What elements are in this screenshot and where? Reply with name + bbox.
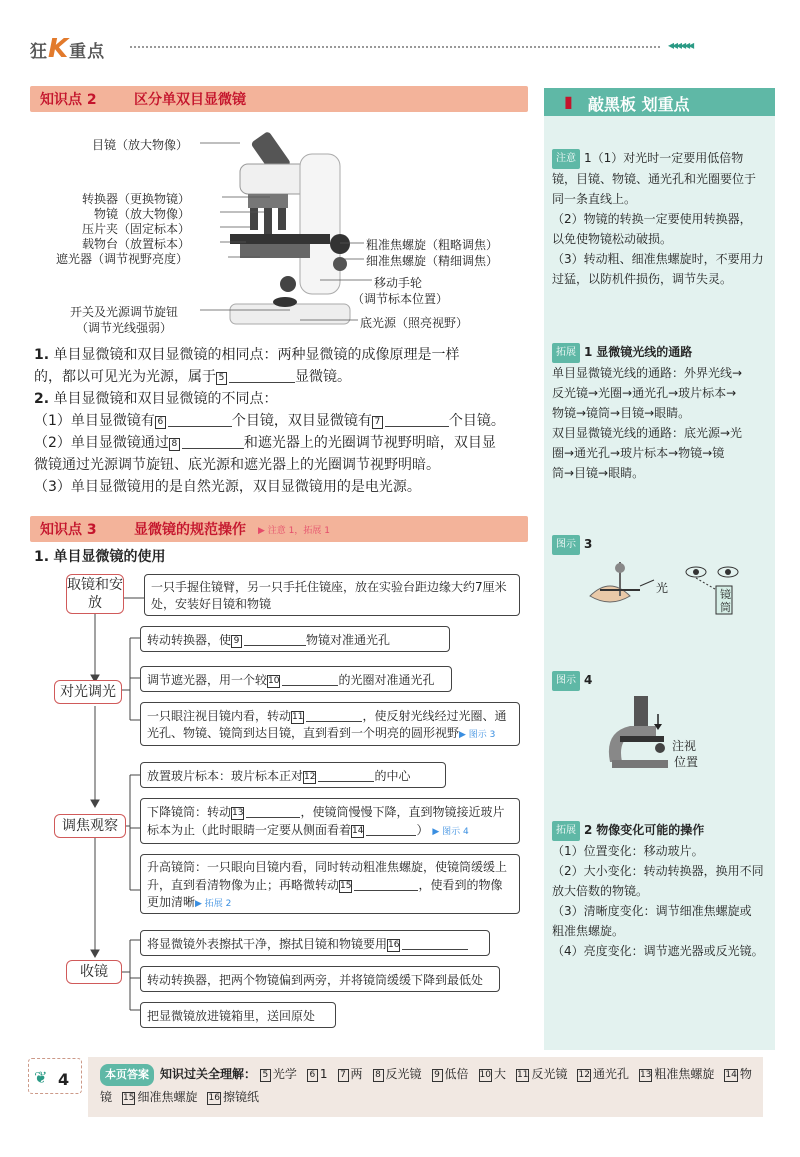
answer-text: 粗准焦螺旋 [654,1067,715,1081]
answer-text: 细准焦螺旋 [137,1090,198,1104]
stage-pack-up: 收镜 [66,960,122,984]
answer-number: 8 [373,1069,384,1082]
step-reflect-light: 一只眼注视目镜内看，转动11 ，使反射光线经过光圈、通光孔、物镜、镜筒到达目镜，直到看到一个明亮的圆形视野▶ 图示 3 [140,702,520,746]
blank-16 [402,935,468,950]
section-tag: 知识点 3 [40,522,97,538]
label-diaphragm: 遮光器（调节视野亮度） [56,252,189,266]
sidebar-title: 敲黑板 划重点 [588,95,690,114]
answer-text: 物镜 [100,1067,752,1104]
step-lower-tube: 下降镜筒：转动13 ，使镜筒慢慢下降，直到物镜接近玻片标本为止（此时眼睛一定要从侧面看着14 ） ▶ 图示 4 [140,798,520,844]
blank-14 [366,821,416,836]
label-stage-knob-note: （调节标本位置） [352,292,449,306]
step-turn-nosepiece: 转动转换器，使 9 物镜对准通光孔 [140,626,450,652]
step-return-to-box: 把显微镜放进镜箱里，送回原处 [140,1002,336,1028]
answer-text: 擦镜纸 [222,1090,259,1104]
answer-number: 5 [260,1069,271,1082]
kp2-paragraph-2: 2. 单目显微镜和双目显微镜的不同点： （1）单目显微镜有 6 个目镜，双目显微镜有 7 个目镜。 （2）单目显微镜通过 8 和遮光器上的光圈调节视野明暗，双目显 微镜通过光源调节旋钮、底光源和遮光器上的光圈调节视野明暗。 （3）单目显微镜用的是自然光源，双目显微镜用的是电光源。 [34,391,505,495]
fig-3-illustration [580,556,770,616]
sidebar-fig-3-label: 图示 3 [552,534,592,555]
answer-text: 1 [319,1067,328,1081]
blank-10 [282,671,338,686]
answer-number: 9 [432,1069,443,1082]
answer-item [338,1067,363,1081]
blank-6 [168,412,232,427]
answer-number: 7 [338,1069,349,1082]
label-coarse-focus: 粗准焦螺旋（粗略调焦） [366,238,499,252]
label-light-switch-note: （调节光线强弱） [76,321,173,335]
blank-11 [306,707,362,722]
blank-8 [182,434,244,449]
blank-15 [354,876,418,891]
sidebar-fig-4-label: 图示 4 [552,670,592,691]
fig-4-illustration [600,692,680,772]
sidebar-ext-2: 拓展 2 物像变化可能的操作 （1）位置变化：移动玻片。 （2）大小变化：转动转换器，换用不同 放大倍数的物镜。 （3）清晰度变化：调节细准焦螺旋或 粗准焦螺旋。 （4）亮度变化：调节遮光器或反光镜。 [552,823,764,958]
answer-number: 13 [639,1070,652,1080]
answer-list: 本页答案 知识过关全理解： 5 光学 6 1 7 两 8 反光镜 9 低倍 10 大 11 反光镜 12 通光孔 13 粗准焦螺旋 14 物镜 15 细准焦螺旋 16 擦镜纸 [100,1063,760,1108]
step-rotate-objectives: 转动转换器，把两个物镜偏到两旁，并将镜筒缓缓下降到最低处 [140,966,500,992]
stage-focus-observe: 调焦观察 [54,814,126,838]
brand-logo: 狂K重点 [30,34,106,64]
label-light-switch: 开关及光源调节旋钮 [70,305,179,319]
answer-number: 6 [307,1069,318,1082]
answer-item [207,1090,258,1104]
label-eyepiece: 目镜（放大物像） [92,138,189,152]
blank-13 [246,803,300,818]
header-arrows-icon: ◂◂◂◂◂◂ [668,38,693,52]
answer-number: 12 [578,1070,590,1080]
sidebar-note-1: 注意 1（1）对光时一定要用低倍物 镜，目镜、物镜、通光孔和光圈要位于 同一条直线上。 （2）物镜的转换一定要使用转换器， 以免使物镜松动破损。 （3）转动粗、细准焦螺旋时，不要用力 过猛，以防机件损伤，调节失灵。 [552,151,764,286]
blank-9 [244,631,306,646]
label-stage-knob: 移动手轮 [374,276,423,290]
section-ref-hint: ▶ 注意 1，拓展 1 [258,526,330,536]
answer-item [260,1067,297,1081]
answer-text: 通光孔 [592,1067,629,1081]
answer-item [432,1067,469,1081]
section-title: 显微镜的规范操作 [134,522,246,538]
answer-item [577,1067,628,1081]
fig-4-position-label: 位置 [674,755,699,769]
answer-number: 16 [208,1093,220,1103]
section-header-kp3 [30,516,528,542]
answer-text: 反光镜 [531,1067,568,1081]
answer-item [122,1090,197,1104]
blank-5 [229,368,295,383]
answer-item [307,1067,328,1081]
answer-text: 低倍 [444,1067,469,1081]
answer-badge: 本页答案 [100,1064,154,1086]
step-raise-tube: 升高镜筒：一只眼向目镜内看，同时转动粗准焦螺旋，使镜筒缓缓上升，直到看清物像为止；再略微转动15 ，使看到的物像更加清晰▶ 拓展 2 [140,854,520,914]
stage-take-and-place: 取镜和安放 [66,574,124,614]
leader-lines [0,0,540,340]
label-stage: 载物台（放置标本） [82,237,191,251]
fig-4-watch-label: 注视 [672,739,697,753]
sidebar-ext-1: 拓展 1 显微镜光线的通路 单目显微镜光线的通路：外界光线→ 反光镜→光圈→通光孔→玻片标本→ 物镜→镜筒→目镜→眼睛。 双目显微镜光线的通路：底光源→光 圈→通光孔→玻片标本→物镜→镜 筒→目镜→眼睛。 [552,345,743,480]
section-tag: 知识点 2 [40,92,97,108]
kp3-subtitle: 1. 单目显微镜的使用 [34,549,166,565]
sidebar-header [544,88,775,116]
step-adjust-diaphragm: 调节遮光器，用一个较10 的光圈对准通光孔 [140,666,452,692]
step-place-slide: 放置玻片标本：玻片标本正对12 的中心 [140,762,446,788]
kp2-paragraph-1: 1. 单目显微镜和双目显微镜的相同点：两种显微镜的成像原理是一样 的，都以可见光为光源，属于 5 显微镜。 [34,347,460,385]
fig-3-tube-label: 镜筒 [720,588,731,614]
label-nosepiece: 转换器（更换物镜） [82,192,191,206]
answer-item [639,1067,714,1081]
answer-text: 大 [494,1067,507,1081]
page-number: 4 [58,1070,70,1089]
blank-7 [385,412,449,427]
answer-number: 11 [517,1070,529,1080]
label-stage-clip: 压片夹（固定标本） [82,222,191,236]
fig-3-light-label: 光 [656,581,669,595]
stage-light-adjust: 对光调光 [54,680,122,704]
sprout-icon: ❦ [34,1068,48,1087]
label-objective: 物镜（放大物像） [94,207,191,221]
answer-number: 15 [123,1093,135,1103]
label-fine-focus: 细准焦螺旋（精细调焦） [366,254,499,268]
label-bottom-light: 底光源（照亮视野） [360,316,469,330]
blank-12 [318,767,374,782]
answer-text: 反光镜 [385,1067,422,1081]
speaker-icon: ▮ [564,92,573,111]
answer-item [479,1067,506,1081]
answer-item [373,1067,422,1081]
step-take-and-place: 一只手握住镜臂，另一只手托住镜座，放在实验台距边缘大约7厘米处，安装好目镜和物镜 [144,574,520,616]
answer-text: 光学 [272,1067,297,1081]
answer-item [516,1067,567,1081]
answer-text: 两 [350,1067,363,1081]
answer-number: 14 [725,1070,737,1080]
step-clean-lens: 将显微镜外表擦拭干净，擦拭目镜和物镜要用16 [140,930,490,956]
section-title: 区分单双目显微镜 [134,92,246,108]
answer-number: 10 [479,1070,491,1080]
